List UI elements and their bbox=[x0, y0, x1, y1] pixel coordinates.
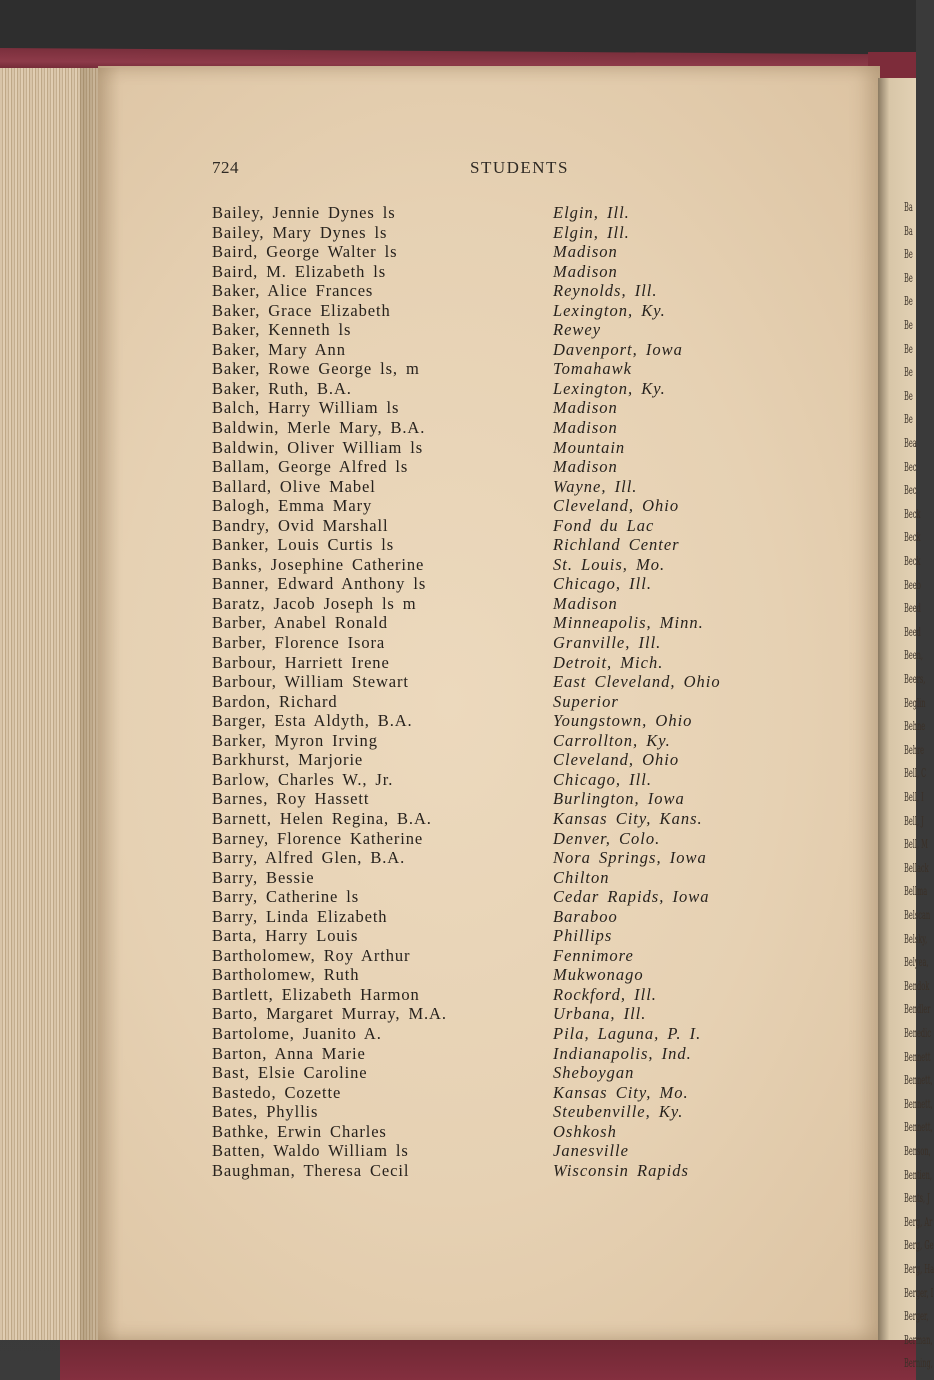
student-entry bbox=[212, 203, 772, 223]
student-entry bbox=[212, 946, 772, 966]
student-entry bbox=[212, 731, 772, 751]
student-hometown: Mountain bbox=[553, 437, 626, 457]
student-name: Barry, Bessie bbox=[212, 867, 315, 887]
student-entry bbox=[212, 398, 772, 418]
student-entry bbox=[212, 320, 772, 340]
student-entry bbox=[212, 535, 772, 555]
student-name: Baughman, Theresa Cecil bbox=[212, 1160, 410, 1180]
student-entry bbox=[212, 868, 772, 888]
student-name: Barry, Linda Elizabeth bbox=[212, 906, 388, 926]
student-name: Barbour, Harriett Irene bbox=[212, 652, 390, 672]
student-hometown: Mukwonago bbox=[553, 965, 644, 985]
student-entry bbox=[212, 750, 772, 770]
facing-page-text-fragment: Be bbox=[904, 412, 913, 427]
student-name: Batten, Waldo William ls bbox=[212, 1141, 409, 1161]
student-hometown: Nora Springs, Iowa bbox=[553, 848, 707, 868]
student-name: Ballam, George Alfred ls bbox=[212, 457, 409, 477]
student-name: Barlow, Charles W., Jr. bbox=[212, 769, 394, 789]
student-hometown: Madison bbox=[553, 398, 618, 418]
student-entry bbox=[212, 1102, 772, 1122]
facing-page-text-fragment: Be bbox=[904, 341, 913, 356]
facing-page-text-fragment: Beed bbox=[904, 624, 921, 639]
student-entry bbox=[212, 379, 772, 399]
student-entry bbox=[212, 907, 772, 927]
facing-page-text-fragment: Berg, Ar bbox=[904, 1214, 933, 1229]
student-hometown: Denver, Colo. bbox=[553, 828, 661, 848]
student-name: Bailey, Jennie Dynes ls bbox=[212, 203, 396, 222]
page-gutter-shadow bbox=[80, 68, 120, 1340]
student-hometown: Cleveland, Ohio bbox=[553, 496, 680, 516]
student-hometown: Burlington, Iowa bbox=[553, 789, 685, 809]
student-hometown: Elgin, Ill. bbox=[553, 222, 630, 242]
facing-page-text-fragment: Beck bbox=[904, 506, 921, 521]
student-hometown: St. Louis, Mo. bbox=[553, 554, 666, 574]
student-hometown: Wayne, Ill. bbox=[553, 476, 638, 496]
student-hometown: Baraboo bbox=[553, 906, 618, 926]
student-entry bbox=[212, 809, 772, 829]
student-hometown: Indianapolis, Ind. bbox=[553, 1043, 692, 1063]
student-entry bbox=[212, 965, 772, 985]
facing-page-text-fragment: Beers, bbox=[904, 672, 926, 686]
student-entry bbox=[212, 574, 772, 594]
student-hometown: Carrollton, Ky. bbox=[553, 730, 671, 750]
student-name: Barto, Margaret Murray, M.A. bbox=[212, 1004, 447, 1024]
student-entry bbox=[212, 477, 772, 497]
student-entry bbox=[212, 555, 772, 575]
student-name: Baker, Rowe George ls, m bbox=[212, 359, 420, 379]
facing-page-text-fragment: Be bbox=[904, 247, 913, 262]
facing-page-text-fragment: Belscan bbox=[904, 908, 931, 922]
student-hometown: Urbana, Ill. bbox=[553, 1004, 647, 1024]
student-name: Bast, Elsie Caroline bbox=[212, 1063, 368, 1083]
facing-page-text-fragment: Bell, J bbox=[904, 813, 924, 828]
student-hometown: Chilton bbox=[553, 867, 610, 887]
student-hometown: Superior bbox=[553, 691, 619, 711]
facing-page-text-fragment: Be bbox=[904, 388, 913, 403]
running-head bbox=[98, 158, 880, 182]
student-entry bbox=[212, 594, 772, 614]
student-entry bbox=[212, 692, 772, 712]
page-number: 724 bbox=[212, 158, 239, 177]
student-entry bbox=[212, 848, 772, 868]
facing-page-text-fragment: Beed bbox=[904, 601, 921, 616]
student-hometown: Pila, Laguna, P. I. bbox=[553, 1023, 702, 1043]
student-hometown: Phillips bbox=[553, 926, 613, 946]
student-hometown: Fennimore bbox=[553, 945, 634, 965]
student-name: Ballard, Olive Mabel bbox=[212, 476, 376, 496]
student-name: Bastedo, Cozette bbox=[212, 1082, 342, 1102]
student-name: Barkhurst, Marjorie bbox=[212, 750, 364, 770]
student-hometown: Granville, Ill. bbox=[553, 633, 662, 653]
student-name: Baker, Grace Elizabeth bbox=[212, 300, 391, 320]
student-entry bbox=[212, 496, 772, 516]
student-hometown: Chicago, Ill. bbox=[553, 574, 652, 594]
facing-page-text-fragment: Be bbox=[904, 365, 913, 380]
student-name: Barney, Florence Katherine bbox=[212, 828, 424, 848]
student-hometown: Steubenville, Ky. bbox=[553, 1102, 684, 1122]
student-name: Barker, Myron Irving bbox=[212, 730, 378, 750]
student-entry bbox=[212, 301, 772, 321]
student-entry bbox=[212, 789, 772, 809]
student-hometown: Madison bbox=[553, 261, 618, 281]
student-name: Barbour, William Stewart bbox=[212, 672, 409, 692]
student-entry bbox=[212, 281, 772, 301]
student-name: Barta, Harry Louis bbox=[212, 926, 359, 946]
facing-page-text-fragment: Berman, bbox=[904, 1332, 933, 1347]
student-name: Barber, Anabel Ronald bbox=[212, 613, 388, 633]
facing-page-edge bbox=[878, 78, 934, 1371]
student-name: Baker, Alice Frances bbox=[212, 281, 374, 301]
student-hometown: East Cleveland, Ohio bbox=[553, 672, 721, 692]
facing-page-text-fragment: Berger, bbox=[904, 1309, 929, 1324]
student-entry bbox=[212, 1063, 772, 1083]
facing-page-text-fragment: Beglin bbox=[904, 695, 926, 710]
student-name: Balch, Harry William ls bbox=[212, 398, 400, 418]
student-name: Banker, Louis Curtis ls bbox=[212, 535, 395, 555]
student-hometown: Sheboygan bbox=[553, 1063, 635, 1083]
student-entry bbox=[212, 1024, 772, 1044]
facing-page-text-fragment: Ba bbox=[904, 223, 913, 238]
student-hometown: Wisconsin Rapids bbox=[553, 1160, 689, 1180]
facing-page-text-fragment: Bell, M bbox=[904, 837, 928, 852]
facing-page-text-fragment: Behre bbox=[904, 742, 925, 757]
student-hometown: Madison bbox=[553, 242, 618, 262]
student-entry bbox=[212, 985, 772, 1005]
student-hometown: Fond du Lac bbox=[553, 515, 655, 535]
student-hometown: Madison bbox=[553, 593, 618, 613]
student-name: Bartlett, Elizabeth Harmon bbox=[212, 984, 420, 1004]
student-name: Baratz, Jacob Joseph ls m bbox=[212, 593, 417, 613]
facing-page-text-fragment: Behne bbox=[904, 719, 926, 734]
student-name: Barger, Esta Aldyth, B.A. bbox=[212, 711, 413, 731]
student-hometown: Elgin, Ill. bbox=[553, 203, 630, 222]
student-name: Bartholomew, Ruth bbox=[212, 965, 360, 985]
facing-page-text-fragment: Bendok bbox=[904, 978, 930, 993]
facing-page-text-fragment: Berger, I bbox=[904, 1285, 934, 1300]
facing-page-text-fragment: Bell, C bbox=[904, 766, 927, 781]
facing-page-text-fragment: Bec bbox=[904, 459, 917, 474]
student-entry bbox=[212, 418, 772, 438]
student-name: Baird, George Walter ls bbox=[212, 242, 398, 262]
student-name: Baker, Kenneth ls bbox=[212, 320, 352, 340]
facing-page-text-fragment: Be bbox=[904, 318, 913, 332]
student-name: Barton, Anna Marie bbox=[212, 1043, 366, 1063]
facing-page-text-fragment: Bellma bbox=[904, 884, 928, 899]
facing-page-text-fragment: Berning, bbox=[904, 1356, 933, 1371]
student-name: Bathke, Erwin Charles bbox=[212, 1121, 387, 1141]
student-name: Bailey, Mary Dynes ls bbox=[212, 222, 388, 242]
facing-page-text-fragment: Be bbox=[904, 294, 913, 309]
student-hometown: Chicago, Ill. bbox=[553, 769, 652, 789]
facing-page-text-fragment: Benedic bbox=[904, 1026, 931, 1040]
facing-page-text-fragment: Bell, I bbox=[904, 790, 924, 804]
student-entry bbox=[212, 359, 772, 379]
facing-page-text-fragment: Bennett bbox=[904, 1049, 931, 1064]
page-title: STUDENTS bbox=[470, 158, 569, 177]
facing-page-text-fragment: Berg, Ge bbox=[904, 1238, 934, 1253]
student-name: Balogh, Emma Mary bbox=[212, 496, 373, 516]
student-hometown: Cleveland, Ohio bbox=[553, 750, 680, 770]
student-name: Banner, Edward Anthony ls bbox=[212, 574, 427, 594]
student-entry bbox=[212, 887, 772, 907]
student-name: Baldwin, Oliver William ls bbox=[212, 437, 424, 457]
student-entry bbox=[212, 1141, 772, 1161]
student-name: Barnes, Roy Hassett bbox=[212, 789, 370, 809]
student-name: Bartolome, Juanito A. bbox=[212, 1023, 382, 1043]
student-hometown: Minneapolis, Minn. bbox=[553, 613, 704, 633]
student-name: Bandry, Ovid Marshall bbox=[212, 515, 389, 535]
student-entry bbox=[212, 633, 772, 653]
student-list bbox=[212, 203, 772, 1180]
student-entry bbox=[212, 1044, 772, 1064]
facing-page-text-fragment: Bec bbox=[904, 483, 917, 498]
facing-page-text-fragment: Bents, J bbox=[904, 1191, 930, 1206]
student-hometown: Cedar Rapids, Iowa bbox=[553, 887, 710, 907]
student-entry bbox=[212, 926, 772, 946]
facing-page-text-fragment: Beck bbox=[904, 554, 921, 568]
book-cover-bottom-edge bbox=[60, 1336, 916, 1380]
student-entry bbox=[212, 653, 772, 673]
student-name: Barry, Catherine ls bbox=[212, 887, 360, 907]
facing-page-text-fragment: Bendler bbox=[904, 1002, 931, 1017]
student-hometown: Lexington, Ky. bbox=[553, 300, 666, 320]
facing-page-text-fragment: Beck bbox=[904, 530, 921, 545]
student-entry bbox=[212, 262, 772, 282]
student-entry bbox=[212, 829, 772, 849]
facing-page-text-fragment: Bennett, bbox=[904, 1120, 933, 1135]
student-name: Barber, Florence Isora bbox=[212, 633, 386, 653]
facing-page-text-fragment: Benson, bbox=[904, 1144, 931, 1158]
student-hometown: Madison bbox=[553, 418, 618, 438]
student-hometown: Janesville bbox=[553, 1141, 629, 1161]
student-hometown: Lexington, Ky. bbox=[553, 378, 666, 398]
student-name: Baird, M. Elizabeth ls bbox=[212, 261, 387, 281]
student-entry bbox=[212, 672, 772, 692]
student-hometown: Richland Center bbox=[553, 535, 680, 555]
student-entry bbox=[212, 1122, 772, 1142]
facing-page-text-fragment: Bennett, bbox=[904, 1096, 933, 1111]
student-entry bbox=[212, 438, 772, 458]
student-entry bbox=[212, 516, 772, 536]
facing-page-text-fragment: Been, bbox=[904, 648, 924, 663]
student-name: Baker, Ruth, B.A. bbox=[212, 378, 352, 398]
student-name: Baker, Mary Ann bbox=[212, 339, 346, 359]
student-name: Banks, Josephine Catherine bbox=[212, 554, 425, 574]
student-hometown: Madison bbox=[553, 457, 618, 477]
student-hometown: Detroit, Mich. bbox=[553, 652, 664, 672]
student-entry bbox=[212, 613, 772, 633]
student-hometown: Tomahawk bbox=[553, 359, 632, 379]
student-entry bbox=[212, 770, 772, 790]
student-name: Barry, Alfred Glen, B.A. bbox=[212, 848, 406, 868]
student-name: Barnett, Helen Regina, B.A. bbox=[212, 808, 432, 828]
facing-page-text-fragment: Bellack bbox=[904, 860, 929, 875]
student-hometown: Kansas City, Kans. bbox=[553, 808, 703, 828]
student-entry bbox=[212, 1004, 772, 1024]
student-entry bbox=[212, 1083, 772, 1103]
student-hometown: Oshkosh bbox=[553, 1121, 617, 1141]
facing-page-text-fragment: Belyea, bbox=[904, 955, 929, 970]
facing-page-text-fragment: Bentien, bbox=[904, 1167, 933, 1182]
student-hometown: Rockford, Ill. bbox=[553, 984, 657, 1004]
facing-page-text-fragment: Belsky, bbox=[904, 931, 928, 946]
student-hometown: Davenport, Iowa bbox=[553, 339, 683, 359]
student-name: Bartholomew, Roy Arthur bbox=[212, 945, 411, 965]
student-entry bbox=[212, 340, 772, 360]
student-entry bbox=[212, 223, 772, 243]
facing-page-text-fragment: Beeb bbox=[904, 577, 921, 592]
student-name: Baldwin, Merle Mary, B.A. bbox=[212, 418, 426, 438]
student-name: Bardon, Richard bbox=[212, 691, 338, 711]
student-entry bbox=[212, 457, 772, 477]
student-entry bbox=[212, 711, 772, 731]
facing-page-text-fragment: Ba bbox=[904, 200, 913, 214]
student-entry bbox=[212, 1161, 772, 1181]
student-entry bbox=[212, 242, 772, 262]
student-name: Bates, Phyllis bbox=[212, 1102, 319, 1122]
facing-page-text-fragment: Berg, Ha bbox=[904, 1262, 934, 1276]
student-hometown: Youngstown, Ohio bbox=[553, 711, 693, 731]
facing-page-text-fragment: Bennett, bbox=[904, 1073, 933, 1088]
student-hometown: Kansas City, Mo. bbox=[553, 1082, 689, 1102]
student-hometown: Reynolds, Ill. bbox=[553, 281, 658, 301]
student-hometown: Rewey bbox=[553, 320, 602, 340]
facing-page-text-fragment: Be bbox=[904, 270, 913, 285]
facing-page-text-fragment: Bea bbox=[904, 436, 917, 450]
